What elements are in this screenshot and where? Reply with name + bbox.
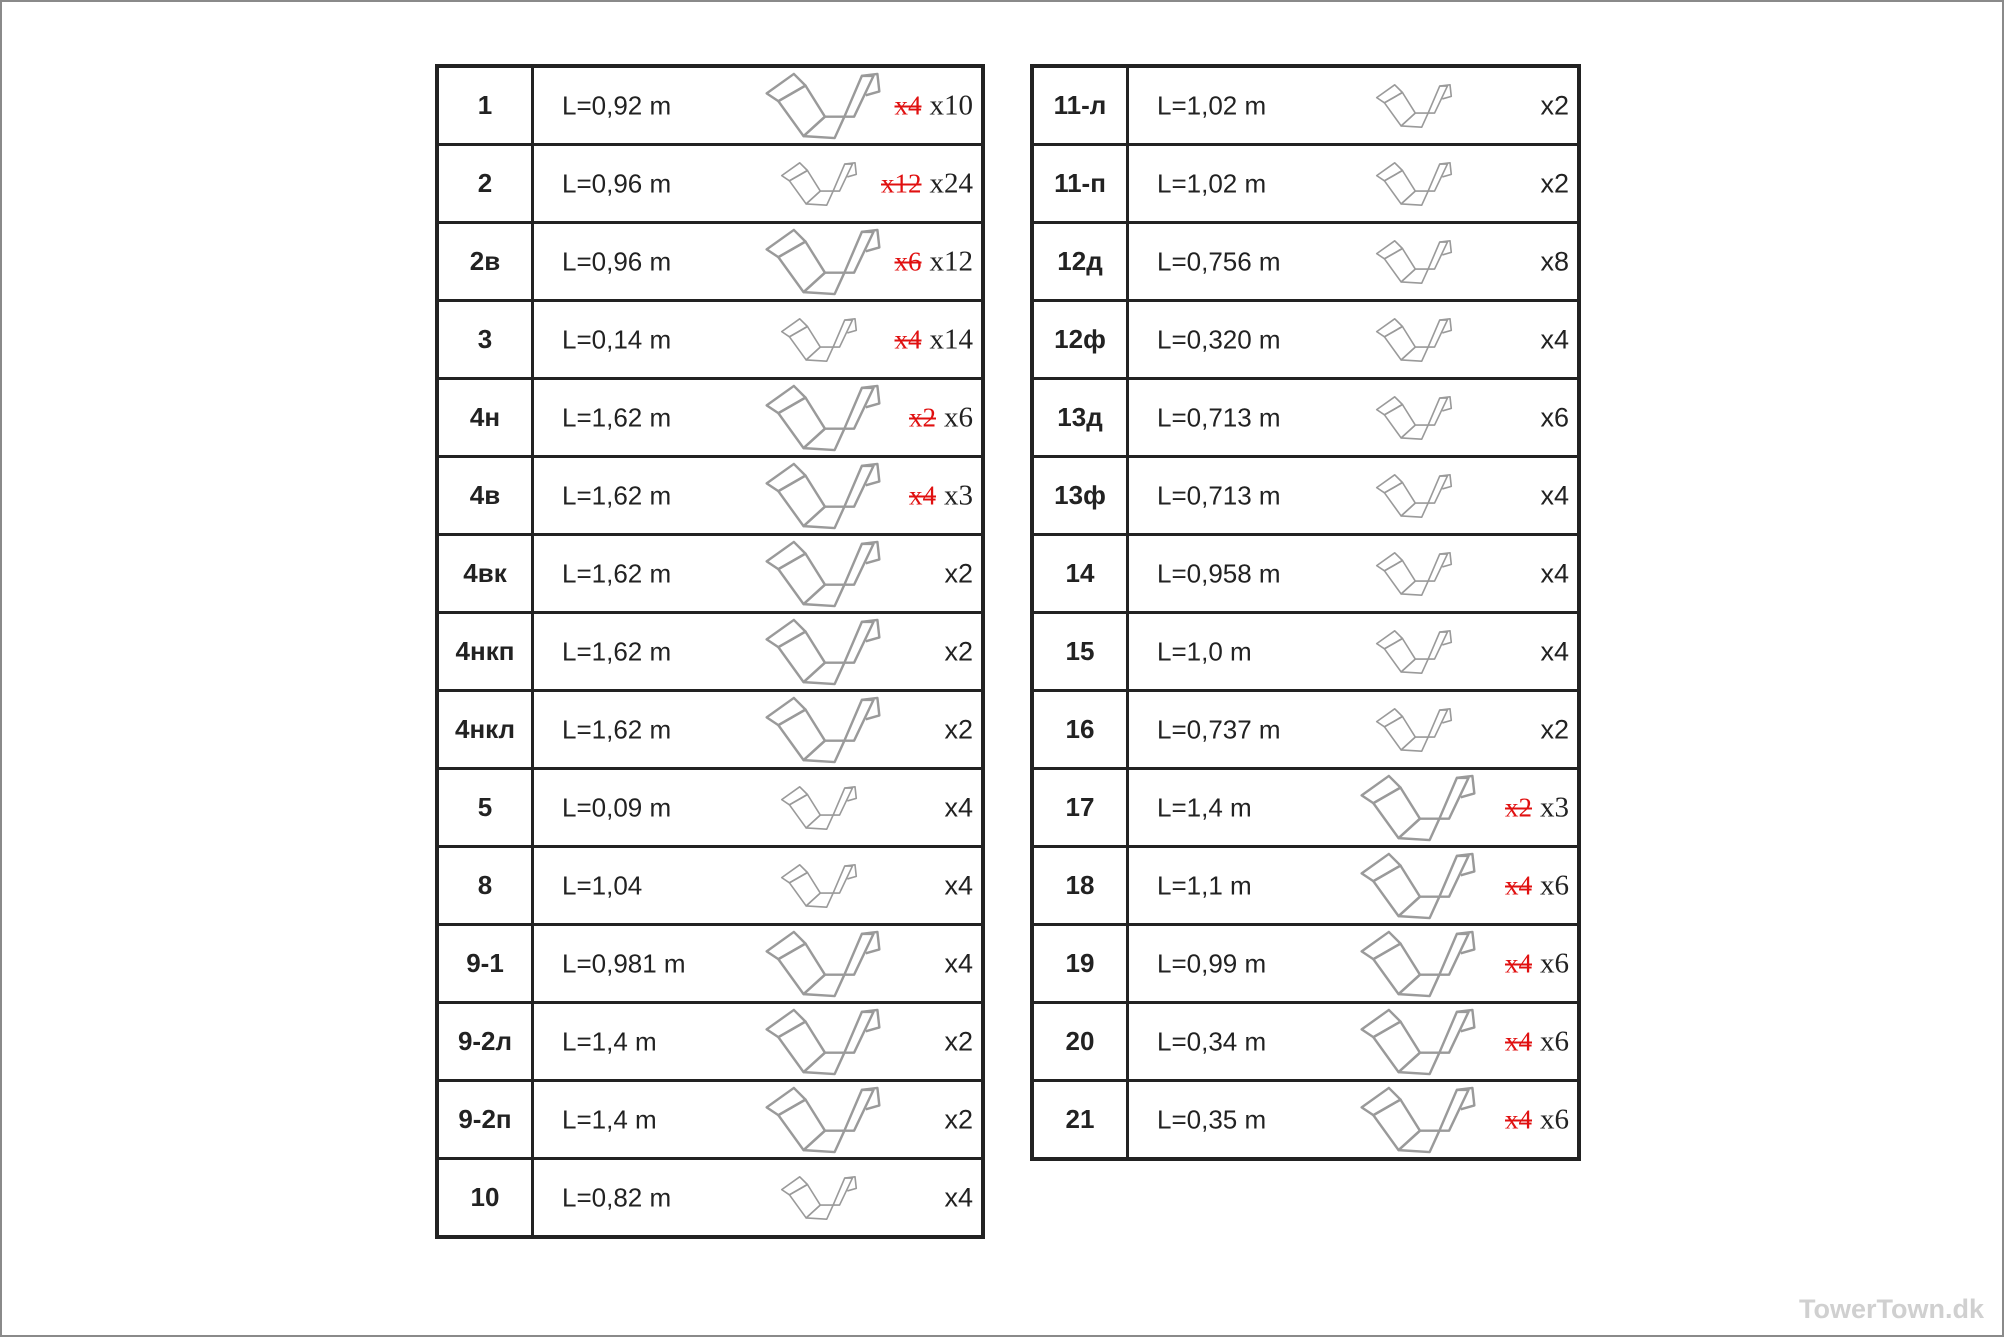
- profile-shape-icon: [1369, 707, 1459, 752]
- part-number: 20: [1032, 1003, 1128, 1081]
- quantity-cell: [944, 1182, 973, 1213]
- part-details: [1128, 613, 1580, 691]
- quantity-cell: [944, 948, 973, 979]
- part-details: [1128, 379, 1580, 457]
- table-row: [1032, 223, 1579, 301]
- part-number: 10: [437, 1159, 533, 1238]
- profile-shape-icon: [764, 540, 882, 608]
- part-details: [1128, 769, 1580, 847]
- quantity: x2: [1540, 714, 1569, 744]
- table-row: [437, 1159, 983, 1238]
- old-quantity: x4: [909, 480, 936, 510]
- part-number: 4вк: [437, 535, 533, 613]
- profile-shape-icon: [764, 462, 882, 530]
- table-row: [437, 223, 983, 301]
- quantity-cell: [909, 401, 973, 434]
- parts-table-right: [1030, 64, 1581, 1161]
- quantity-cell: [909, 479, 973, 512]
- quantity: x10: [929, 89, 973, 121]
- profile-shape-icon: [1369, 629, 1459, 674]
- part-details: [533, 847, 984, 925]
- quantity-cell: [944, 1026, 973, 1057]
- quantity-cell: [881, 167, 973, 200]
- profile-shape-icon: [1359, 930, 1477, 998]
- part-length: L=0,14 m: [562, 324, 672, 354]
- part-number: 12д: [1032, 223, 1128, 301]
- quantity: x14: [929, 323, 973, 355]
- quantity: x4: [944, 948, 973, 978]
- part-length: L=1,02 m: [1157, 90, 1267, 120]
- part-length: L=0,756 m: [1157, 246, 1281, 276]
- part-number: 2в: [437, 223, 533, 301]
- part-details: [533, 769, 984, 847]
- part-number: 16: [1032, 691, 1128, 769]
- old-quantity: x6: [894, 246, 922, 276]
- part-number: 14: [1032, 535, 1128, 613]
- quantity: x4: [1540, 324, 1569, 354]
- part-length: L=1,1 m: [1157, 870, 1252, 900]
- table-row: [437, 301, 983, 379]
- quantity: x24: [929, 167, 973, 199]
- quantity: x2: [944, 1104, 973, 1134]
- part-details: [533, 1159, 984, 1238]
- quantity: x4: [1540, 558, 1569, 588]
- part-number: 9-2п: [437, 1081, 533, 1159]
- profile-shape-icon: [764, 1008, 882, 1076]
- table-row: [1032, 847, 1579, 925]
- part-length: L=1,62 m: [562, 558, 672, 588]
- profile-shape-icon: [774, 785, 864, 830]
- profile-shape-icon: [1359, 774, 1477, 842]
- part-number: 15: [1032, 613, 1128, 691]
- profile-shape-icon: [1359, 1086, 1477, 1154]
- table-row: [1032, 925, 1579, 1003]
- part-length: L=1,62 m: [562, 636, 672, 666]
- part-number: 9-2л: [437, 1003, 533, 1081]
- table-row: [437, 925, 983, 1003]
- old-quantity: x4: [1505, 870, 1532, 900]
- profile-shape-icon: [774, 161, 864, 206]
- table-row: [1032, 1003, 1579, 1081]
- table-row: [1032, 535, 1579, 613]
- table-row: [1032, 379, 1579, 457]
- table-row: [1032, 613, 1579, 691]
- quantity-cell: [944, 870, 973, 901]
- old-quantity: x2: [909, 402, 936, 432]
- profile-shape-icon: [764, 228, 882, 296]
- quantity-cell: [944, 558, 973, 589]
- part-number: 5: [437, 769, 533, 847]
- part-details: [1128, 223, 1580, 301]
- part-number: 2: [437, 145, 533, 223]
- profile-shape-icon: [1369, 395, 1459, 440]
- quantity-cell: [944, 1104, 973, 1135]
- quantity-cell: [1540, 558, 1569, 589]
- part-number: 12ф: [1032, 301, 1128, 379]
- part-number: 21: [1032, 1081, 1128, 1160]
- quantity-cell: [944, 792, 973, 823]
- part-length: L=1,62 m: [562, 480, 672, 510]
- table-row: [1032, 1081, 1579, 1160]
- old-quantity: x4: [1505, 1104, 1532, 1134]
- table-row: [437, 145, 983, 223]
- part-number: 4нкп: [437, 613, 533, 691]
- quantity-cell: [944, 714, 973, 745]
- parts-table-left: [435, 64, 985, 1239]
- part-length: L=0,96 m: [562, 168, 672, 198]
- part-length: L=1,04: [562, 870, 643, 900]
- quantity-cell: [1540, 246, 1569, 277]
- part-details: [533, 691, 984, 769]
- part-details: [1128, 691, 1580, 769]
- quantity-cell: [1505, 1025, 1569, 1058]
- part-length: L=0,96 m: [562, 246, 672, 276]
- part-length: L=0,99 m: [1157, 948, 1267, 978]
- profile-shape-icon: [764, 384, 882, 452]
- profile-shape-icon: [1369, 317, 1459, 362]
- part-number: 13д: [1032, 379, 1128, 457]
- quantity-cell: [944, 636, 973, 667]
- table-row: [1032, 691, 1579, 769]
- profile-shape-icon: [764, 618, 882, 686]
- part-details: [1128, 66, 1580, 145]
- quantity-cell: [1505, 791, 1569, 824]
- quantity-cell: [895, 89, 974, 122]
- profile-shape-icon: [1359, 852, 1477, 920]
- quantity: x6: [1540, 402, 1569, 432]
- quantity: x6: [1540, 947, 1569, 979]
- quantity-cell: [1540, 480, 1569, 511]
- part-details: [1128, 535, 1580, 613]
- part-number: 11-п: [1032, 145, 1128, 223]
- table-row: [437, 847, 983, 925]
- part-details: [533, 301, 984, 379]
- table-row: [437, 66, 983, 145]
- part-details: [533, 223, 984, 301]
- quantity-cell: [1540, 324, 1569, 355]
- quantity: x2: [944, 558, 973, 588]
- part-number: 3: [437, 301, 533, 379]
- part-number: 4н: [437, 379, 533, 457]
- part-details: [533, 379, 984, 457]
- part-length: L=1,0 m: [1157, 636, 1252, 666]
- watermark: TowerTown.dk: [1799, 1294, 1984, 1324]
- table-row: [1032, 457, 1579, 535]
- table-row: [437, 769, 983, 847]
- profile-shape-icon: [764, 1086, 882, 1154]
- quantity-cell: [1505, 1103, 1569, 1136]
- part-length: L=0,958 m: [1157, 558, 1281, 588]
- quantity-cell: [1505, 869, 1569, 902]
- profile-shape-icon: [764, 930, 882, 998]
- part-length: L=1,4 m: [562, 1104, 657, 1134]
- quantity-cell: [1540, 168, 1569, 199]
- part-number: 13ф: [1032, 457, 1128, 535]
- profile-shape-icon: [774, 863, 864, 908]
- quantity: x4: [1540, 480, 1569, 510]
- profile-shape-icon: [764, 72, 882, 140]
- part-length: L=0,34 m: [1157, 1026, 1267, 1056]
- part-details: [1128, 301, 1580, 379]
- table-row: [437, 379, 983, 457]
- part-details: [533, 145, 984, 223]
- part-length: L=1,4 m: [562, 1026, 657, 1056]
- profile-shape-icon: [774, 1175, 864, 1220]
- quantity: x6: [944, 401, 973, 433]
- part-details: [1128, 145, 1580, 223]
- part-number: 11-л: [1032, 66, 1128, 145]
- old-quantity: x2: [1505, 792, 1532, 822]
- part-number: 1: [437, 66, 533, 145]
- profile-shape-icon: [1369, 161, 1459, 206]
- profile-shape-icon: [774, 317, 864, 362]
- part-length: L=1,4 m: [1157, 792, 1252, 822]
- profile-shape-icon: [764, 696, 882, 764]
- table-row: [437, 457, 983, 535]
- part-length: L=0,09 m: [562, 792, 672, 822]
- table-row: [1032, 145, 1579, 223]
- quantity: x12: [929, 245, 973, 277]
- part-details: [533, 1081, 984, 1159]
- part-length: L=0,35 m: [1157, 1104, 1267, 1134]
- part-details: [533, 535, 984, 613]
- part-length: L=0,713 m: [1157, 480, 1281, 510]
- old-quantity: x4: [1505, 1026, 1532, 1056]
- table-row: [1032, 66, 1579, 145]
- part-details: [533, 66, 984, 145]
- profile-shape-icon: [1369, 239, 1459, 284]
- part-length: L=0,82 m: [562, 1182, 672, 1212]
- part-details: [1128, 1003, 1580, 1081]
- part-length: L=0,737 m: [1157, 714, 1281, 744]
- quantity: x4: [944, 792, 973, 822]
- quantity: x8: [1540, 246, 1569, 276]
- quantity: x4: [944, 870, 973, 900]
- profile-shape-icon: [1359, 1008, 1477, 1076]
- table-row: [437, 691, 983, 769]
- part-number: 9-1: [437, 925, 533, 1003]
- old-quantity: x4: [894, 324, 922, 354]
- quantity: x3: [1540, 791, 1569, 823]
- part-length: L=1,62 m: [562, 714, 672, 744]
- old-quantity: x12: [881, 168, 922, 198]
- part-details: [533, 457, 984, 535]
- part-length: L=0,92 m: [562, 90, 672, 120]
- quantity: x4: [944, 1182, 973, 1212]
- table-row: [437, 1081, 983, 1159]
- part-number: 4в: [437, 457, 533, 535]
- quantity: x2: [944, 636, 973, 666]
- quantity: x2: [1540, 168, 1569, 198]
- part-number: 4нкл: [437, 691, 533, 769]
- part-details: [533, 925, 984, 1003]
- part-length: L=0,713 m: [1157, 402, 1281, 432]
- part-number: 18: [1032, 847, 1128, 925]
- profile-shape-icon: [1369, 83, 1459, 128]
- quantity: x4: [1540, 636, 1569, 666]
- profile-shape-icon: [1369, 551, 1459, 596]
- quantity: x2: [944, 1026, 973, 1056]
- quantity: x2: [944, 714, 973, 744]
- part-details: [1128, 1081, 1580, 1160]
- quantity: x6: [1540, 1103, 1569, 1135]
- quantity-cell: [1540, 90, 1569, 121]
- table-row: [1032, 769, 1579, 847]
- table-row: [437, 1003, 983, 1081]
- quantity-cell: [1540, 402, 1569, 433]
- quantity: x2: [1540, 90, 1569, 120]
- quantity: x6: [1540, 869, 1569, 901]
- part-number: 19: [1032, 925, 1128, 1003]
- quantity: x6: [1540, 1025, 1569, 1057]
- part-length: L=1,62 m: [562, 402, 672, 432]
- table-row: [1032, 301, 1579, 379]
- old-quantity: x4: [894, 90, 922, 120]
- part-details: [1128, 925, 1580, 1003]
- part-length: L=1,02 m: [1157, 168, 1267, 198]
- part-details: [533, 1003, 984, 1081]
- old-quantity: x4: [1505, 948, 1532, 978]
- part-details: [533, 613, 984, 691]
- quantity-cell: [1505, 947, 1569, 980]
- profile-shape-icon: [1369, 473, 1459, 518]
- part-details: [1128, 457, 1580, 535]
- quantity-cell: [895, 245, 974, 278]
- quantity-cell: [1540, 636, 1569, 667]
- part-number: 8: [437, 847, 533, 925]
- part-details: [1128, 847, 1580, 925]
- quantity: x3: [944, 479, 973, 511]
- part-length: L=0,320 m: [1157, 324, 1281, 354]
- part-number: 17: [1032, 769, 1128, 847]
- table-row: [437, 613, 983, 691]
- table-row: [437, 535, 983, 613]
- quantity-cell: [895, 323, 974, 356]
- quantity-cell: [1540, 714, 1569, 745]
- part-length: L=0,981 m: [562, 948, 686, 978]
